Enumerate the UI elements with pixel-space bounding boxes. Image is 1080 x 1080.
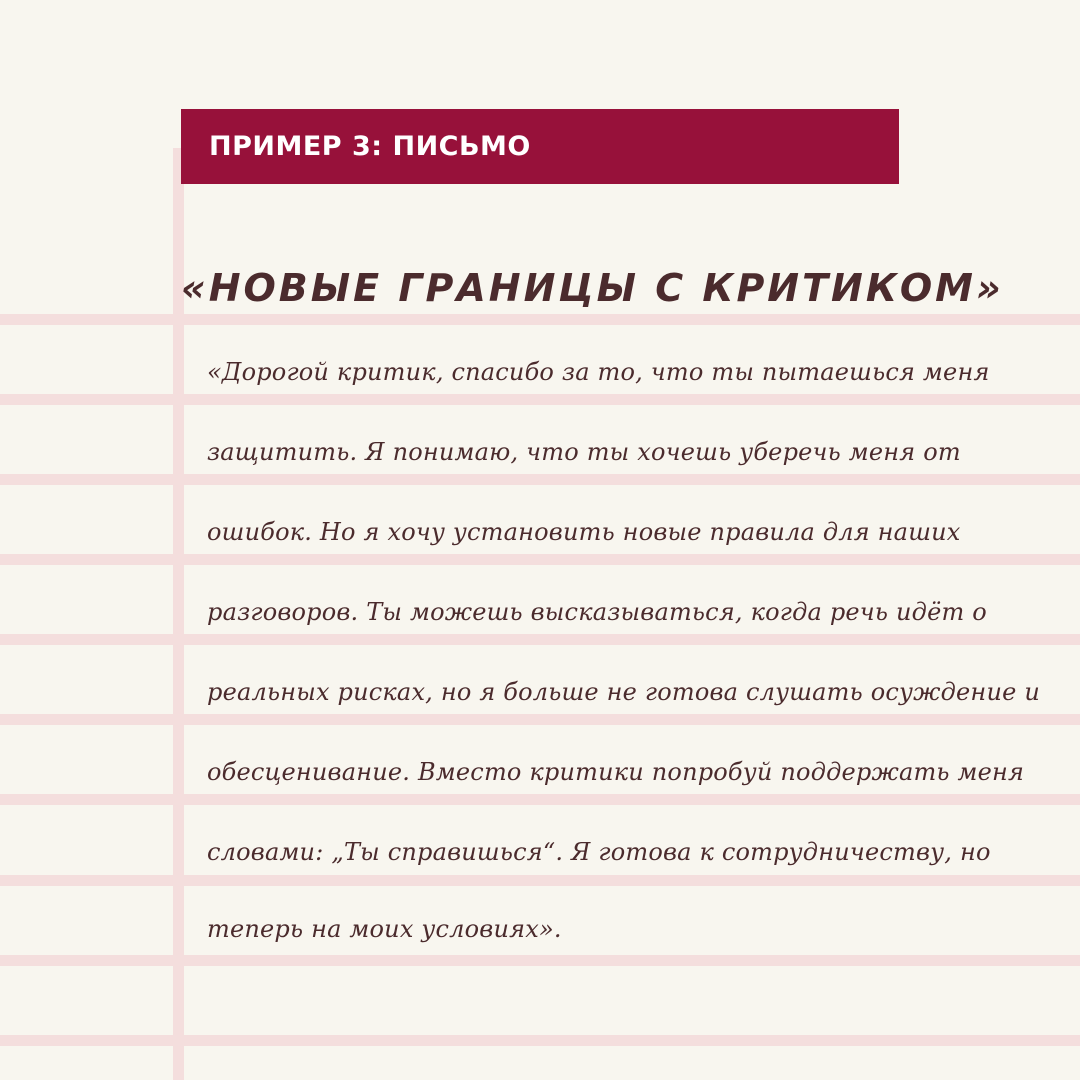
rule-line [0, 634, 1080, 645]
rule-line [0, 714, 1080, 725]
rule-line [0, 554, 1080, 565]
rule-line [0, 875, 1080, 886]
rule-line [0, 1035, 1080, 1046]
page-title: «НОВЫЕ ГРАНИЦЫ С КРИТИКОМ» [181, 266, 1004, 310]
section-banner [181, 109, 899, 184]
letter-line-6: обесценивание. Вместо критики попробуй поддержать меня [207, 758, 1025, 786]
letter-line-2: защитить. Я понимаю, что ты хочешь уберечь меня от [207, 438, 961, 466]
letter-line-5: реальных рисках, но я больше не готова слушать осуждение и [207, 678, 1040, 706]
letter-line-3: ошибок. Но я хочу установить новые правила для наших [207, 518, 961, 546]
rule-line [0, 474, 1080, 485]
letter-line-4: разговоров. Ты можешь высказываться, когда речь идёт о [207, 598, 987, 626]
rule-line [0, 794, 1080, 805]
rule-line [0, 394, 1080, 405]
letter-line-8: теперь на моих условиях». [207, 915, 562, 943]
letter-line-1: «Дорогой критик, спасибо за то, что ты пытаешься меня [207, 358, 990, 386]
letter-line-7: словами: „Ты справишься“. Я готова к сотрудничеству, но [207, 838, 991, 866]
rule-line [0, 955, 1080, 966]
banner-label: ПРИМЕР 3: ПИСЬМО [209, 131, 531, 162]
